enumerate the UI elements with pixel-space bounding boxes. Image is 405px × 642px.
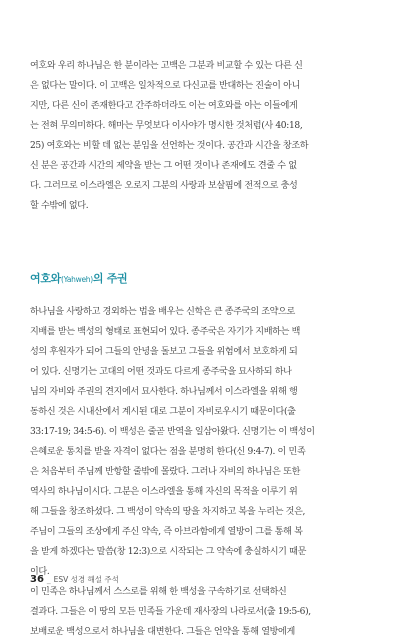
page-number: 36: [30, 574, 44, 585]
paragraph-line: 지배를 받는 백성의 형태로 표현되어 있다. 종주국은 자기가 지배하는 백: [30, 327, 301, 337]
paragraph-line: 할 수밖에 없다.: [30, 201, 89, 211]
paragraph-line: 이 민족은 하나님께서 스스로를 위해 한 백성을 구속하기로 선택하신: [30, 587, 287, 597]
paragraph-line: 은 처음부터 주님께 반항할 줄밖에 몰랐다. 그러나 자비의 하나님은 또한: [30, 467, 301, 477]
paragraph-line: 을 받게 하겠다는 말씀(창 12:3)으로 시작되는 그 약속에 충실하시기 때문: [30, 547, 307, 557]
footer-separator: _: [46, 575, 51, 584]
paragraph-line: 하나님을 사랑하고 경외하는 법을 배우는 신학은 큰 종주국의 조약으로: [30, 307, 295, 317]
paragraph-line: 여호와 우리 하나님은 한 분이라는 고백은 그분과 비교할 수 있는 다른 신: [30, 61, 303, 71]
paragraph-line: 은 없다는 말이다. 이 고백은 일차적으로 다신교를 반대하는 진술이 아니: [30, 81, 301, 91]
book-title: ESV 성경 해설 주석: [53, 575, 119, 584]
paragraph-line: 다. 그러므로 이스라엘은 오로지 그분의 사랑과 보살핌에 전적으로 충성: [30, 181, 298, 191]
heading-main: 여호와: [30, 272, 61, 285]
paragraph-line: 역사의 하나님이시다. 그분은 이스라엘을 통해 자신의 목적을 이루기 위: [30, 487, 298, 497]
paragraph-line: 지만, 다른 신이 존재한다고 간주하더라도 이는 여호와를 아는 이들에게: [30, 101, 298, 111]
paragraph-line: 성의 후원자가 되어 그들의 안녕을 돌보고 그들을 위험에서 보호하게 되: [30, 347, 298, 357]
section-heading: [30, 270, 127, 286]
paragraph-line: 25) 여호와는 비할 데 없는 분임을 선언하는 것이다. 공간과 시간을 창조하: [30, 141, 309, 151]
paragraph-line: 님의 자비와 주권의 견지에서 묘사한다. 하나님께서 이스라엘을 위해 행: [30, 387, 298, 397]
paragraph-line: 이다.: [30, 567, 50, 577]
paragraph-line: 결과다. 그들은 이 땅의 모든 민족들 가운데 재사장의 나라로서(출 19:5-6),: [30, 607, 311, 617]
body-paragraph: [30, 302, 386, 642]
heading-tail: 의 주권: [92, 272, 128, 285]
heading-subtitle: (Yahweh): [60, 275, 93, 284]
paragraph-line: 33:17-19; 34:5-6). 이 백성은 줄곧 반역을 일삼아왔다. 신명기는 이 백성이: [30, 427, 315, 437]
intro-paragraph: [30, 56, 386, 216]
paragraph-line: 신 분은 공간과 시간의 제약을 받는 그 어떤 것이나 존재에도 견줄 수 없: [30, 161, 297, 171]
paragraph-line: 은혜로운 통치를 받을 자격이 없다는 점을 분명히 한다(신 9:4-7). 이 민족: [30, 447, 306, 457]
page-footer: [30, 574, 119, 585]
paragraph-line: 보배로운 백성으로서 하나님을 대변한다. 그들은 언약을 통해 열방에게: [30, 627, 295, 637]
paragraph-line: 어 있다. 신명기는 고대의 어떤 것과도 다르게 종주국을 묘사하되 하나: [30, 367, 292, 377]
paragraph-line: 는 전혀 무의미하다. 해마는 무엇보다 이사야가 명시한 것처럼(사 40:18,: [30, 121, 303, 131]
paragraph-line: 동하신 것은 시내산에서 계시된 대로 그분이 자비로우시기 때문이다(출: [30, 407, 296, 417]
paragraph-line: 해 그들을 창조하셨다. 그 백성이 약속의 땅을 차지하고 복을 누리는 것은,: [30, 507, 306, 517]
paragraph-line: 주님이 그들의 조상에게 주신 약속, 즉 아브라함에게 열방이 그를 통해 복: [30, 527, 303, 537]
